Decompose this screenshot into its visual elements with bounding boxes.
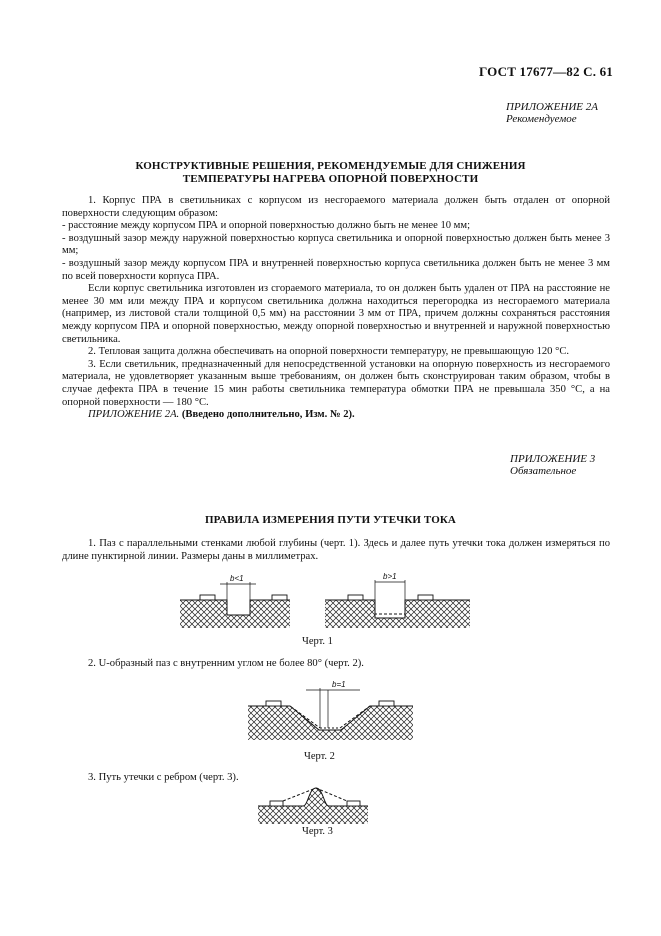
appendix-2a-label [506,101,598,125]
figure-3-caption: Черт. 3 [302,826,333,837]
paragraph-1b: - воздушный зазор между наружной поверхностью корпуса светильника и опорной поверхностью должен быть менее 3 мм; [62,232,610,257]
appendix-3-number: ПРИЛОЖЕНИЕ 3 [510,453,596,465]
note-bold: (Введено дополнительно, Изм. № 2). [181,409,355,421]
paragraph-1: 1. Корпус ПРА в светильниках с корпусом из несгораемого материала должен быть отдален от опорной поверхности следующим образом: [62,195,610,219]
appendix-2a-title [0,160,661,186]
appendix-2a-status: Рекомендуемое [506,113,577,125]
item-2-text [62,658,610,671]
item-2: 2. U-образный паз с внутренним углом не более 80° (черт. 2). [88,658,364,669]
fig1-label-left: b<1 [230,574,244,583]
item-3-text [62,772,610,785]
paragraph-1a: - расстояние между корпусом ПРА и опорной поверхностью должно быть не менее 10 мм; [62,220,471,232]
appendix-2a-title-line2: ТЕМПЕРАТУРЫ НАГРЕВА ОПОРНОЙ ПОВЕРХНОСТИ [182,173,479,185]
figure-2 [248,680,413,742]
fig2-label: b=1 [332,680,346,689]
paragraph-2: 2. Тепловая защита должна обеспечивать на опорной поверхности температуру, не превышающую 120 °С. [88,346,570,358]
appendix-3-title: ПРАВИЛА ИЗМЕРЕНИЯ ПУТИ УТЕЧКИ ТОКА [205,514,456,526]
page-header: ГОСТ 17677—82 С. 61 [479,64,613,79]
appendix-2a-number: ПРИЛОЖЕНИЕ 2А [506,101,598,113]
item-1-text [62,538,610,563]
paragraph-1c: - воздушный зазор между корпусом ПРА и внутренней поверхностью корпуса светильника должен быть не менее 3 мм по всей поверхности корпуса ПРА. [62,257,610,282]
appendix-3-label [510,453,595,477]
appendix-3-status: Обязательное [510,465,577,477]
figure-3 [258,784,368,828]
item-3: 3. Путь утечки с ребром (черт. 3). [88,772,239,783]
paragraph-1d: Если корпус светильника изготовлен из сгораемого материала, то он должен быть удален от ПРА на расстояние не менее 30 мм или между ПРА и корпусом светильника должна находиться перегородка из несгораемого материала (например, из листовой стали толщиной 0,5 мм) на расстоянии 3 мм от ПРА, причем должны сохраняться расстояния между корпусом ПРА и опорной поверхностью, между опорной поверхностью и внутренней и наружной поверхностью светильника. [62,283,610,345]
appendix-2a-body [62,195,610,422]
appendix-2a-note [62,409,610,422]
fig1-label-right: b>1 [383,572,397,581]
figure-2-caption: Черт. 2 [304,751,335,762]
item-1: 1. Паз с параллельными стенками любой глубины (черт. 1). Здесь и далее путь утечки тока должен измеряться по длине пунктирной линии. Размеры даны в миллиметрах. [62,538,610,562]
figure-1 [180,570,470,630]
appendix-2a-title-line1: КОНСТРУКТИВНЫЕ РЕШЕНИЯ, РЕКОМЕНДУЕМЫЕ ДЛЯ СНИЖЕНИЯ [135,160,526,172]
figure-1-caption: Черт. 1 [302,636,333,647]
note-italic: ПРИЛОЖЕНИЕ 2А. [88,409,180,421]
paragraph-3: 3. Если светильник, предназначенный для непосредственной установки на опорную поверхность из несгораемого материала, не удовлетворяет указанным выше требованиям, он должен быть сконструирован таким образом, чтобы в случае дефекта ПРА в течение 15 мин работы светильника температура обмотки ПРА не превышала 350 °С, а на опорной поверхности — 180 °С. [62,358,610,408]
